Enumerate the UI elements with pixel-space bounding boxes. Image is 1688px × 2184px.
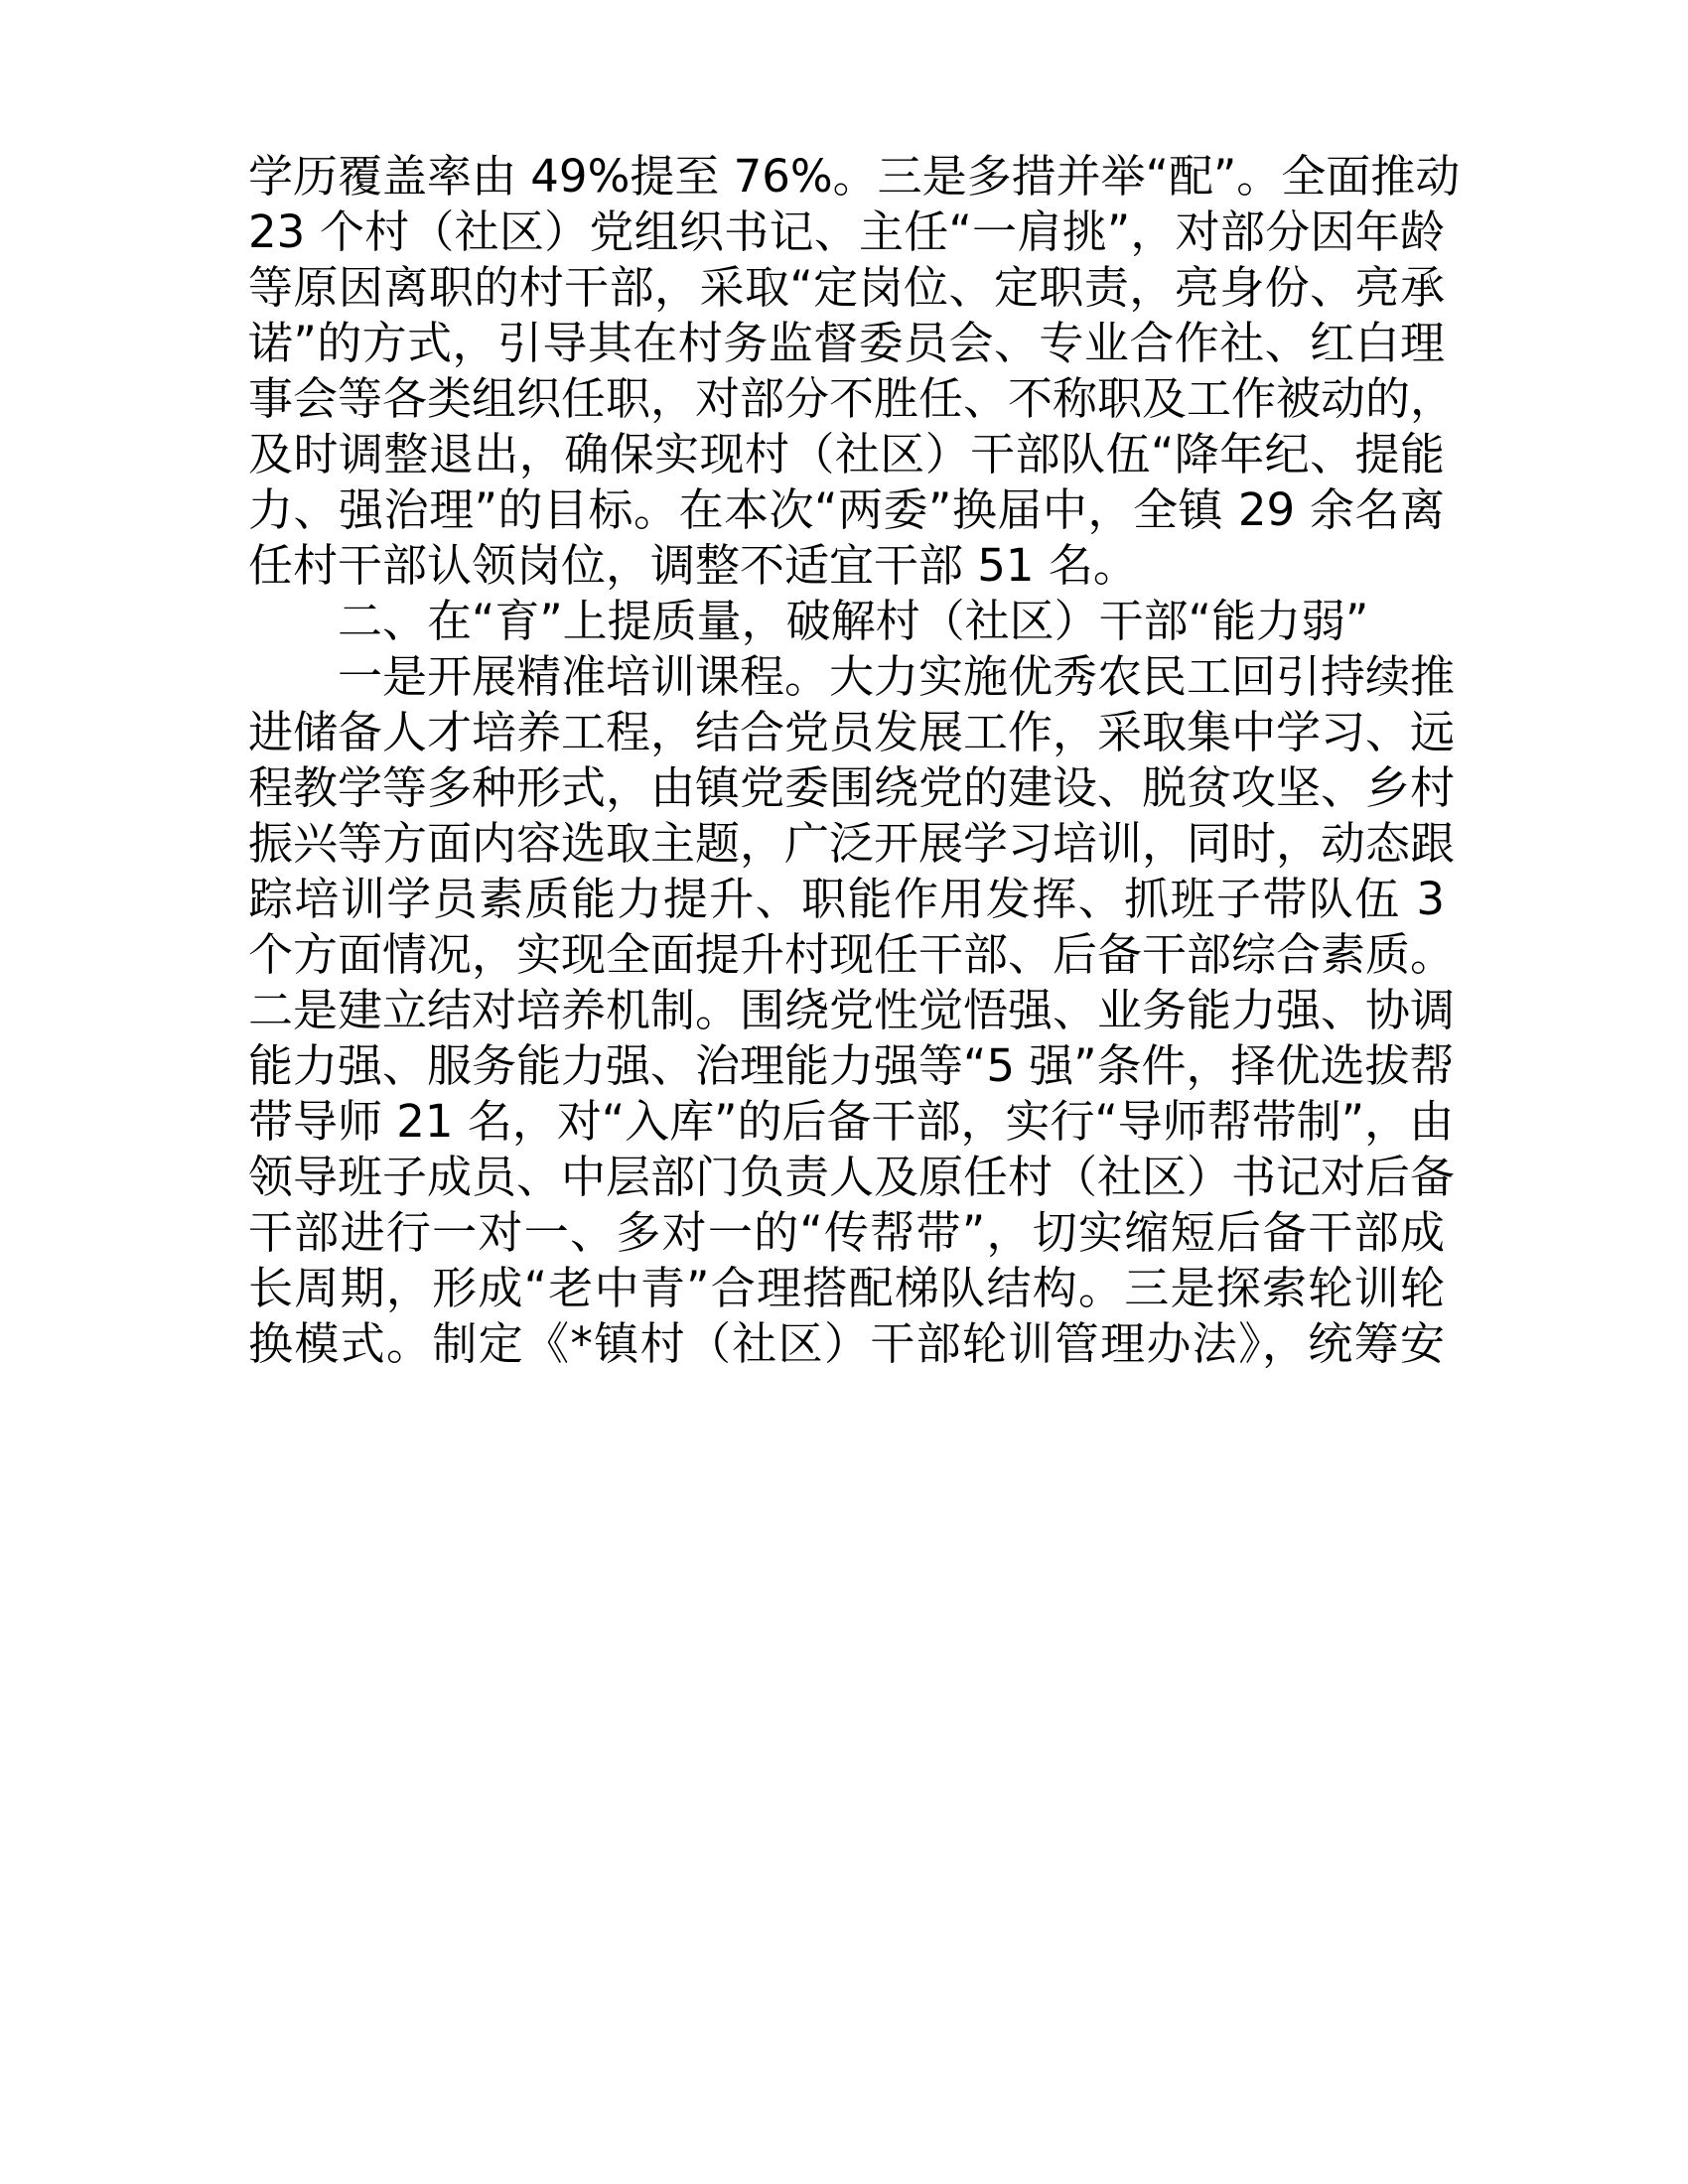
text-line: 程教学等多种形式，由镇党委围绕党的建设、脱贫攻坚、乡村 bbox=[248, 761, 1456, 814]
text-line: 等原因离职的村干部，采取“定岗位、定职责，亮身份、亮承 bbox=[248, 261, 1445, 314]
text-line: 二是建立结对培养机制。围绕党性觉悟强、业务能力强、协调 bbox=[248, 984, 1456, 1036]
text-line: 领导班子成员、中层部门负责人及原任村（社区）书记对后备 bbox=[248, 1151, 1456, 1203]
text-line: 干部进行一对一、多对一的“传帮带”，切实缩短后备干部成 bbox=[248, 1206, 1445, 1259]
text-line: 振兴等方面内容选取主题，广泛开展学习培训，同时，动态跟 bbox=[248, 817, 1456, 870]
text-line: 事会等各类组织任职，对部分不胜任、不称职及工作被动的， bbox=[248, 372, 1456, 425]
text-line: 换模式。制定《*镇村（社区）干部轮训管理办法》，统筹安 bbox=[248, 1317, 1445, 1370]
text-line: 进储备人才培养工程，结合党员发展工作，采取集中学习、远 bbox=[248, 706, 1456, 758]
section-heading: 二、在“育”上提质量，破解村（社区）干部“能力弱” bbox=[338, 595, 1369, 647]
text-line: 学历覆盖率由 49%提至 76%。三是多措并举“配”。全面推动 bbox=[248, 150, 1461, 203]
text-line: 23 个村（社区）党组织书记、主任“一肩挑”，对部分因年龄 bbox=[248, 205, 1445, 258]
text-line: 长周期，形成“老中青”合理搭配梯队结构。三是探索轮训轮 bbox=[248, 1262, 1445, 1314]
text-line: 个方面情况，实现全面提升村现任干部、后备干部综合素质。 bbox=[248, 928, 1456, 981]
text-line: 及时调整退出，确保实现村（社区）干部队伍“降年纪、提能 bbox=[248, 428, 1445, 480]
text-line: 踪培训学员素质能力提升、职能作用发挥、抓班子带队伍 3 bbox=[248, 873, 1445, 925]
text-line: 带导师 21 名，对“入库”的后备干部，实行“导师帮带制”，由 bbox=[248, 1095, 1455, 1148]
text-line: 一是开展精准培训课程。大力实施优秀农民工回引持续推 bbox=[338, 650, 1456, 703]
text-line: 诺”的方式，引导其在村务监督委员会、专业合作社、红白理 bbox=[248, 317, 1445, 369]
text-line: 能力强、服务能力强、治理能力强等“5 强”条件，择优选拔帮 bbox=[248, 1039, 1455, 1092]
text-line: 力、强治理”的目标。在本次“两委”换届中，全镇 29 余名离 bbox=[248, 483, 1445, 536]
text-line: 任村干部认领岗位，调整不适宜干部 51 名。 bbox=[248, 539, 1138, 592]
